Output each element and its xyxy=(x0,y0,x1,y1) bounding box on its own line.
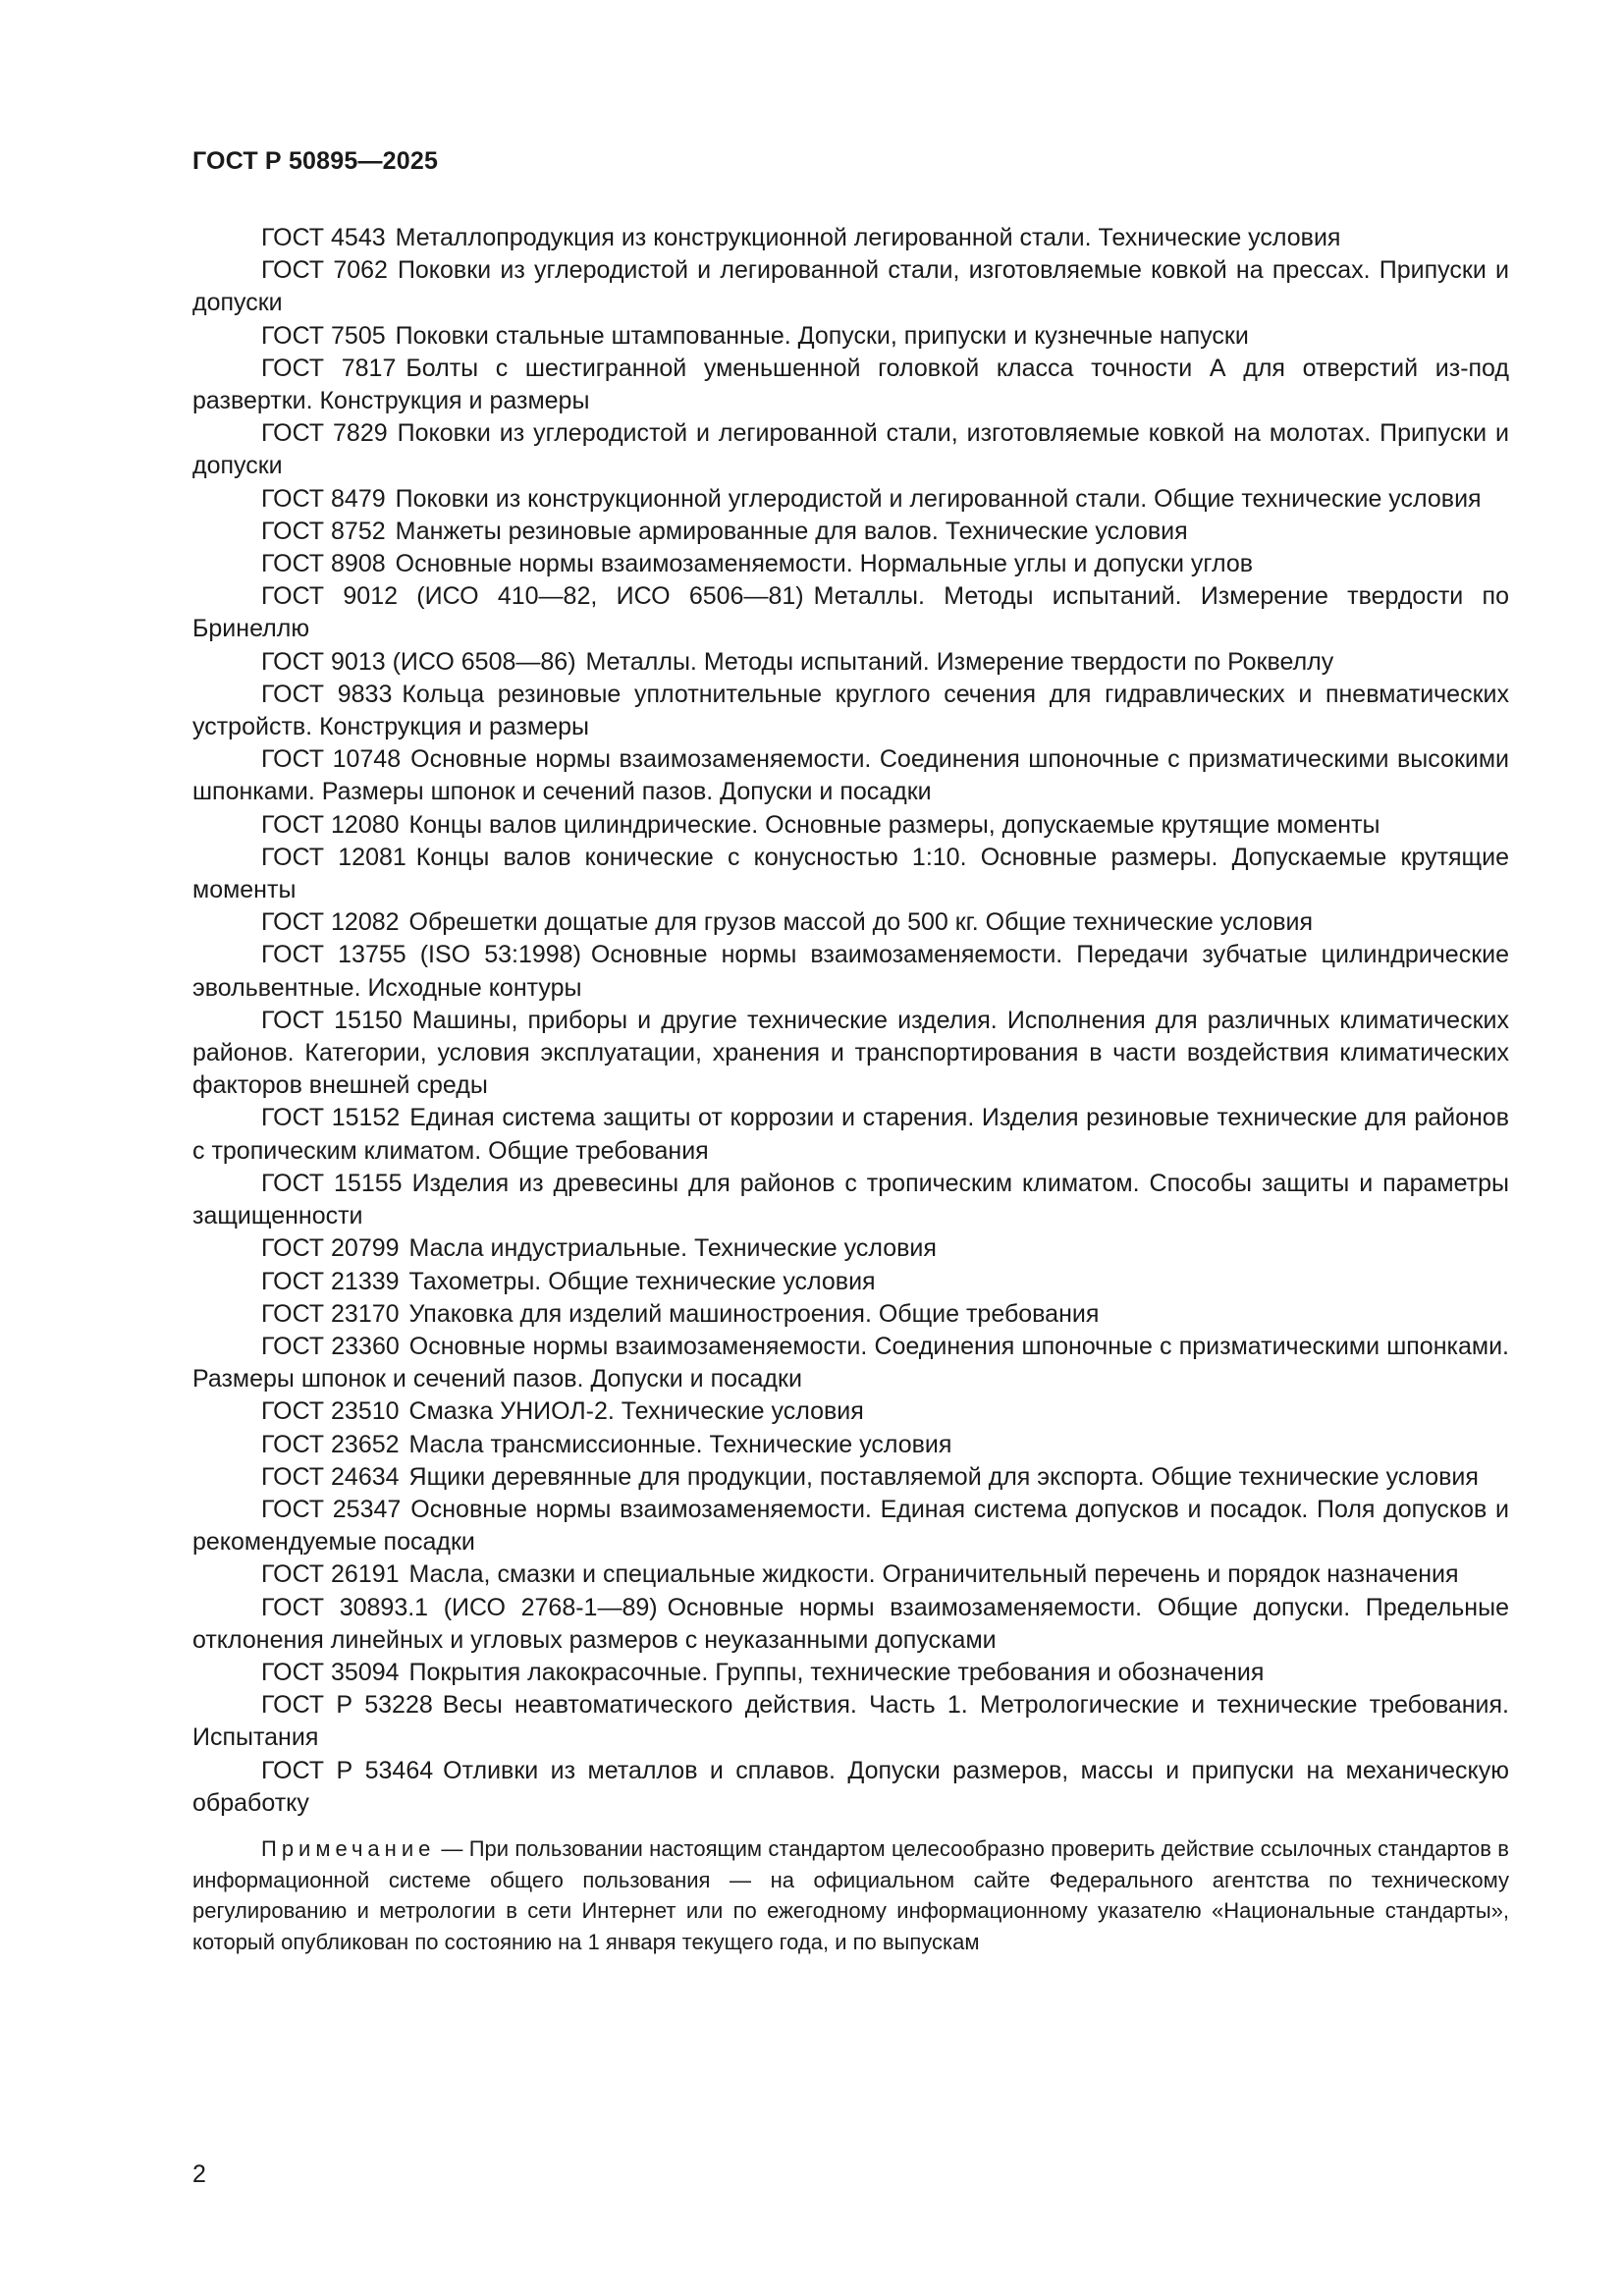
reference-title: Поковки стальные штампованные. Допуски, припуски и кузнечные напуски xyxy=(395,321,1249,350)
reference-title: Металлы. Методы испытаний. Измерение твердости по Бринеллю xyxy=(192,582,1509,643)
reference-title: Обрешетки дощатые для грузов массой до 500 кг. Общие технические условия xyxy=(408,908,1314,937)
reference-title: Металлопродукция из конструкционной легированной стали. Технические условия xyxy=(395,224,1341,251)
reference-code: ГОСТ 12082 xyxy=(261,908,400,937)
reference-item xyxy=(192,1657,1509,1689)
note-text: — При пользовании настоящим стандартом целесообразно проверить действие ссылочных стандартов в информационной системе общего пользования — на официальном сайте Федерального агентства по техническому регулированию и метрологии в сети Интернет или по ежегодному информационному указателю «Национальные стандарты», который опубликован по состоянию на 1 января текущего года, и по выпускам xyxy=(192,1835,1509,1955)
reference-item xyxy=(192,1395,1509,1428)
reference-item xyxy=(192,743,1509,808)
reference-item xyxy=(192,483,1509,516)
reference-title: Основные нормы взаимозаменяемости. Соединения шпоночные с призматическими высокими шпонками. Размеры шпонок и сечений пазов. Допуски и посадки xyxy=(192,745,1509,806)
reference-code: ГОСТ 23652 xyxy=(261,1430,400,1458)
reference-code: ГОСТ Р 53464 xyxy=(261,1756,434,1784)
reference-title: Покрытия лакокрасочные. Группы, технические требования и обозначения xyxy=(408,1658,1265,1686)
reference-item xyxy=(192,1005,1509,1103)
reference-code: ГОСТ 8908 xyxy=(261,550,386,578)
reference-item xyxy=(192,1558,1509,1591)
reference-item xyxy=(192,1168,1509,1232)
reference-title: Машины, приборы и другие технические изделия. Исполнения для различных климатических районов. Категории, условия эксплуатации, хранения и транспортирования в части воздействия климатических факторов внешней среды xyxy=(192,1006,1509,1100)
reference-item xyxy=(192,906,1509,939)
reference-code: ГОСТ 15155 xyxy=(261,1169,403,1197)
reference-code: ГОСТ 9012 (ИСО 410—82, ИСО 6506—81) xyxy=(261,582,804,611)
reference-code: ГОСТ 7829 xyxy=(261,419,388,448)
reference-code: ГОСТ 8479 xyxy=(261,484,386,513)
reference-item xyxy=(192,320,1509,353)
reference-code: ГОСТ 26191 xyxy=(261,1560,400,1589)
reference-item xyxy=(192,254,1509,319)
reference-item xyxy=(192,353,1509,417)
reference-code: ГОСТ 7062 xyxy=(261,256,388,285)
reference-title: Изделия из древесины для районов с тропическим климатом. Способы защиты и параметры защищенности xyxy=(192,1169,1509,1230)
reference-item xyxy=(192,939,1509,1004)
reference-title: Основные нормы взаимозаменяемости. Соединения шпоночные с призматическими шпонками. Размеры шпонок и сечений пазов. Допуски и посадки xyxy=(192,1332,1509,1394)
reference-title: Манжеты резиновые армированные для валов. Технические условия xyxy=(395,517,1188,545)
reference-item xyxy=(192,1331,1509,1395)
reference-title: Концы валов цилиндрические. Основные размеры, допускаемые крутящие моменты xyxy=(408,810,1380,839)
reference-title: Концы валов конические с конусностью 1:10. Основные размеры. Допускаемые крутящие моменты xyxy=(192,843,1509,904)
note-label: Примечание xyxy=(261,1835,436,1861)
reference-code: ГОСТ 25347 xyxy=(261,1495,402,1523)
reference-code: ГОСТ 7505 xyxy=(261,321,386,350)
reference-code: ГОСТ 35094 xyxy=(261,1658,400,1686)
reference-title: Отливки из металлов и сплавов. Допуски размеров, массы и припуски на механическую обработку xyxy=(192,1756,1509,1817)
reference-item xyxy=(192,809,1509,842)
reference-title: Основные нормы взаимозаменяемости. Передачи зубчатые цилиндрические эвольвентные. Исходные контуры xyxy=(192,941,1509,1002)
reference-title: Упаковка для изделий машиностроения. Общие требования xyxy=(408,1299,1100,1328)
reference-code: ГОСТ 15150 xyxy=(261,1006,403,1034)
reference-title: Единая система защиты от коррозии и старения. Изделия резиновые технические для районов с тропическим климатом. Общие требования xyxy=(192,1104,1509,1165)
reference-title: Основные нормы взаимозаменяемости. Нормальные углы и допуски углов xyxy=(395,550,1254,578)
reference-item xyxy=(192,417,1509,482)
reference-item xyxy=(192,1102,1509,1167)
reference-code: ГОСТ 4543 xyxy=(261,224,386,251)
reference-item xyxy=(192,1461,1509,1494)
reference-code: ГОСТ 30893.1 (ИСО 2768-1—89) xyxy=(261,1593,658,1621)
reference-code: ГОСТ 9013 (ИСО 6508—86) xyxy=(261,647,576,676)
reference-title: Металлы. Методы испытаний. Измерение твердости по Роквеллу xyxy=(585,647,1334,676)
reference-code: ГОСТ 23170 xyxy=(261,1299,400,1328)
page-number: 2 xyxy=(192,2160,206,2188)
reference-code: ГОСТ 15152 xyxy=(261,1104,401,1132)
reference-code: ГОСТ 21339 xyxy=(261,1267,400,1295)
reference-title: Кольца резиновые уплотнительные круглого сечения для гидравлических и пневматических устройств. Конструкция и размеры xyxy=(192,680,1509,741)
reference-code: ГОСТ 23510 xyxy=(261,1397,400,1426)
reference-title: Тахометры. Общие технические условия xyxy=(408,1267,876,1295)
reference-title: Масла трансмиссионные. Технические условия xyxy=(408,1430,952,1458)
reference-item xyxy=(192,1689,1509,1754)
reference-item xyxy=(192,1266,1509,1298)
reference-item xyxy=(192,1755,1509,1820)
reference-code: ГОСТ 9833 xyxy=(261,680,393,708)
reference-code: ГОСТ 10748 xyxy=(261,745,402,774)
reference-code: ГОСТ 23360 xyxy=(261,1332,400,1360)
reference-title: Масла, смазки и специальные жидкости. Ограничительный перечень и порядок назначения xyxy=(408,1560,1459,1589)
reference-title: Масла индустриальные. Технические условия xyxy=(408,1234,937,1263)
reference-item xyxy=(192,1232,1509,1265)
reference-item xyxy=(192,679,1509,743)
reference-code: ГОСТ 20799 xyxy=(261,1234,400,1263)
reference-item xyxy=(192,548,1509,580)
reference-title: Основные нормы взаимозаменяемости. Общие допуски. Предельные отклонения линейных и угловых размеров с неуказанными допусками xyxy=(192,1593,1509,1654)
reference-title: Весы неавтоматического действия. Часть 1. Метрологические и технические требования. Испытания xyxy=(192,1691,1510,1752)
document-id-header: ГОСТ Р 50895—2025 xyxy=(192,147,439,175)
reference-item xyxy=(192,516,1509,548)
reference-title: Ящики деревянные для продукции, поставляемой для экспорта. Общие технические условия xyxy=(408,1462,1479,1491)
reference-code: ГОСТ 13755 (ISO 53:1998) xyxy=(261,941,581,969)
reference-code: ГОСТ 7817 xyxy=(261,354,397,382)
reference-title: Болты с шестигранной уменьшенной головкой класса точности А для отверстий из-под развертки. Конструкция и размеры xyxy=(192,354,1510,415)
reference-title: Основные нормы взаимозаменяемости. Единая система допусков и посадок. Поля допусков и рекомендуемые посадки xyxy=(192,1495,1509,1557)
reference-title: Поковки из конструкционной углеродистой и легированной стали. Общие технические условия xyxy=(395,484,1482,513)
reference-title: Поковки из углеродистой и легированной стали, изготовляемые ковкой на молотах. Припуски и допуски xyxy=(192,419,1510,480)
reference-item xyxy=(192,1494,1509,1558)
reference-code: ГОСТ 8752 xyxy=(261,517,386,545)
reference-item xyxy=(192,842,1509,906)
reference-code: ГОСТ 12080 xyxy=(261,810,400,839)
reference-code: ГОСТ Р 53228 xyxy=(261,1691,433,1720)
reference-title: Поковки из углеродистой и легированной стали, изготовляемые ковкой на прессах. Припуски и допуски xyxy=(192,256,1509,317)
reference-item xyxy=(192,580,1509,645)
note-paragraph xyxy=(192,1833,1509,1958)
reference-item xyxy=(192,1592,1509,1657)
reference-item xyxy=(192,1298,1509,1331)
reference-code: ГОСТ 12081 xyxy=(261,843,406,871)
reference-item xyxy=(192,1429,1509,1461)
reference-item xyxy=(192,222,1509,254)
normative-references-list xyxy=(192,222,1509,1980)
reference-item xyxy=(192,646,1509,679)
reference-code: ГОСТ 24634 xyxy=(261,1462,400,1491)
reference-title: Смазка УНИОЛ-2. Технические условия xyxy=(408,1397,864,1426)
